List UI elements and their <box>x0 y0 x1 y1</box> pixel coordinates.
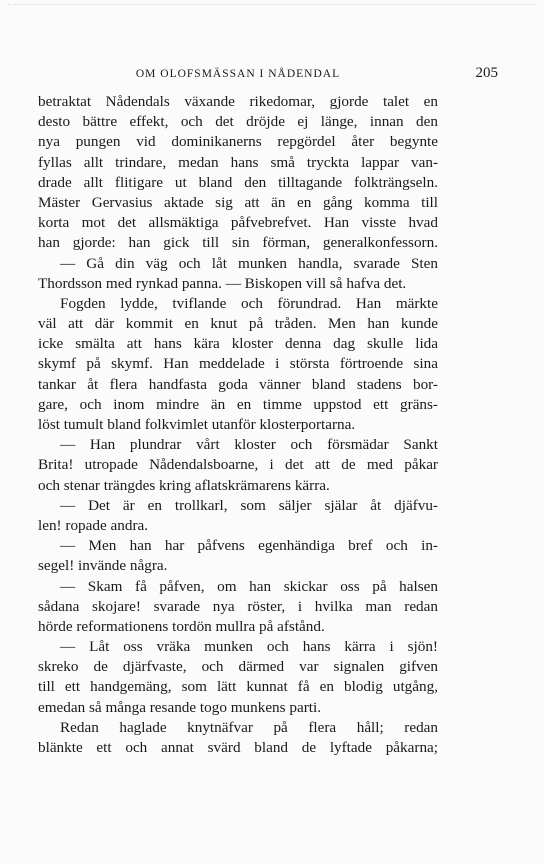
text-line: skymf på skymf. Han meddelade i största förtroende sina <box>38 355 438 373</box>
text-line: segel! invände några. <box>38 557 168 575</box>
scan-edge-artifact <box>8 4 536 6</box>
text-line: blänkte ett och annat svärd bland de lyftade påkarna; <box>38 739 438 756</box>
text-line: fyllas allt trindare, medan hans små tryckta lappar van- <box>38 153 438 171</box>
text-line: tankar åt flera handfasta goda vänner bland stadens bor- <box>38 375 438 393</box>
text-line: icke smälta att hans kära kloster denna dag skulle lida <box>38 335 438 353</box>
text-line: korta mot det allsmäktiga påfvebrefvet. Han visste hvad <box>38 214 438 232</box>
running-header <box>38 66 498 86</box>
text-line: betraktat Nådendals växande rikedomar, gjorde talet en <box>38 93 438 110</box>
body-text <box>38 92 438 758</box>
text-line: — Men han har påfvens egenhändiga bref och in- <box>60 537 438 555</box>
text-line: — Han plundrar vårt kloster och försmädar Sankt <box>60 436 438 454</box>
text-line: — Låt oss vräka munken och hans kärra i sjön! <box>60 638 438 656</box>
text-line: väl att där kommit en knut på tråden. Men han kunde <box>38 315 438 333</box>
text-line: gare, och inom mindre än en timme uppstod ett gräns- <box>38 395 438 413</box>
text-line: drade allt flitigare ut bland den tilltagande folkträngseln. <box>38 173 438 191</box>
text-line: desto bättre effekt, och det dröjde ej länge, innan den <box>38 113 438 131</box>
running-header-title: OM OLOFSMÄSSAN I NÅDENDAL <box>135 68 341 80</box>
text-line: till ett handgemäng, som lätt kunnat få en blodig utgång, <box>38 678 438 696</box>
text-line: sådana skojare! svarade nya röster, i hvilka man redan <box>38 597 438 615</box>
text-line: nya pungen vid dominikanerns repgördel åter begynte <box>38 133 438 151</box>
text-line: skreko de djärfvaste, och därmed var signalen gifven <box>38 658 438 676</box>
page-number: 205 <box>475 65 498 81</box>
text-line: Redan haglade knytnäfvar på flera håll; redan <box>60 718 438 736</box>
text-line: emedan så många resande togo munkens parti. <box>38 698 321 716</box>
text-line: Brita! utropade Nådendalsboarne, i det att de med påkar <box>38 456 438 474</box>
text-line: Mäster Gervasius aktade sig att än en gång komma till <box>38 193 438 211</box>
text-line: — Skam få påfven, om han skickar oss på halsen <box>60 577 438 595</box>
text-line: — Gå din väg och låt munken handla, svarade Sten <box>60 254 438 272</box>
text-line: Thordsson med rynkad panna. — Biskopen vill så hafva det. <box>38 274 407 292</box>
text-line: och stenar trängdes kring aflatskrämarens kärra. <box>38 476 330 494</box>
text-line: Fogden lydde, tviflande och förundrad. Han märkte <box>60 294 438 312</box>
text-line: hörde reformationens tordön mullra på afstånd. <box>38 617 325 635</box>
text-line: — Det är en trollkarl, som säljer själar åt djäfvu- <box>60 496 438 514</box>
text-line: len! ropade andra. <box>38 516 149 534</box>
text-line: löst tumult bland folkvimlet utanför klosterportarna. <box>38 416 356 433</box>
text-line: han gjorde: han gick till sin förman, generalkonfessorn. <box>38 234 438 252</box>
